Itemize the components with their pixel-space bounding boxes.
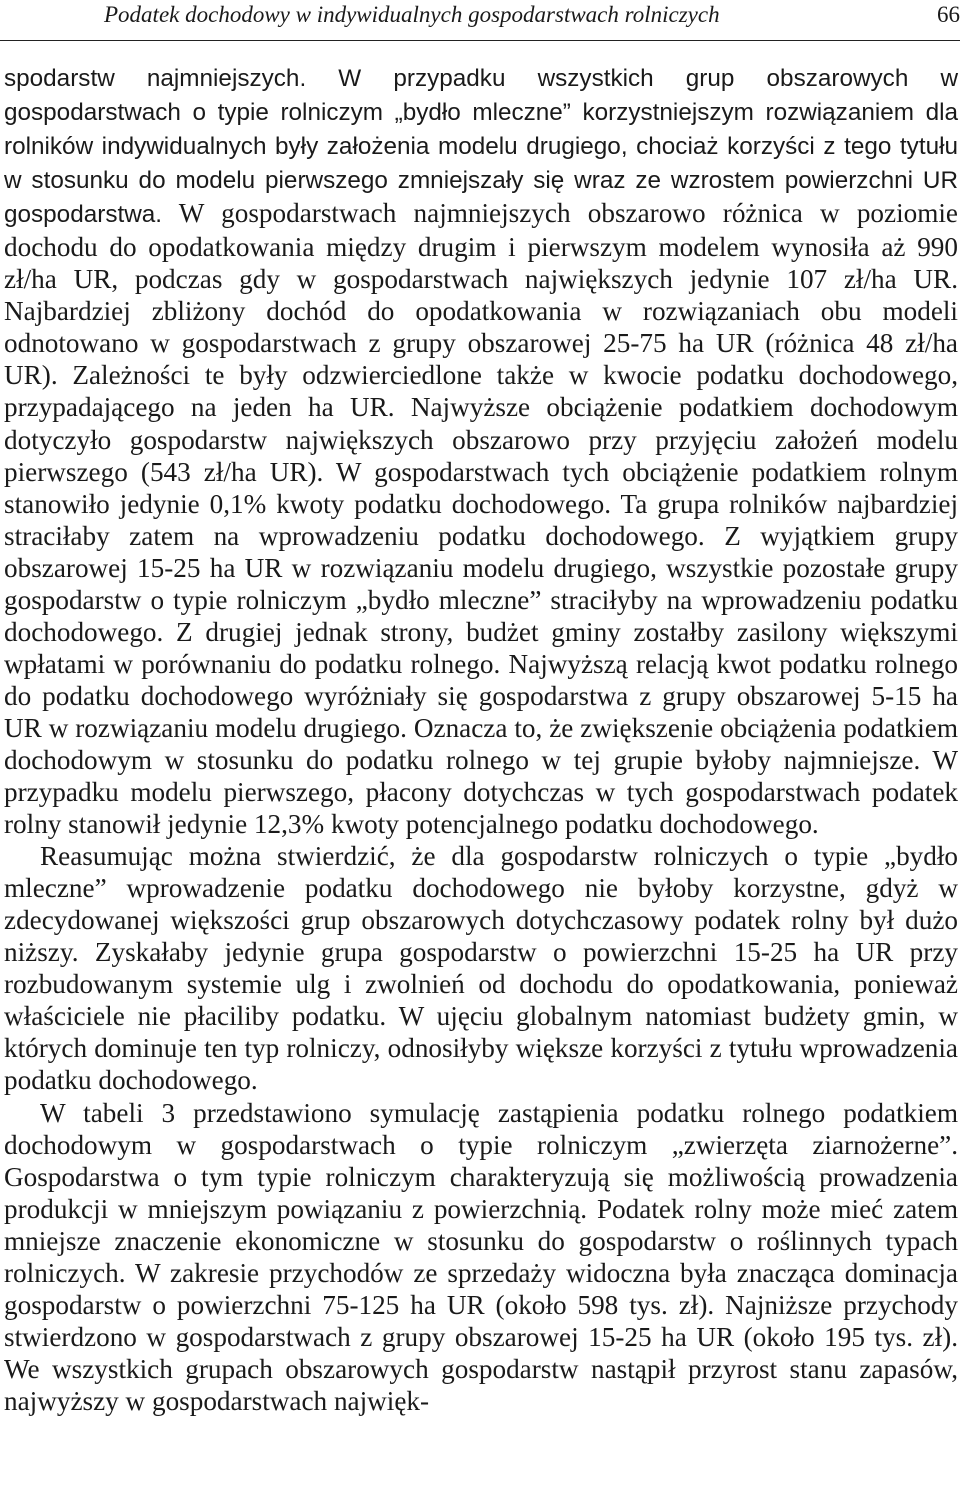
page-number: 66 bbox=[937, 2, 960, 27]
running-header bbox=[0, 0, 960, 41]
paragraph-1 bbox=[4, 61, 958, 840]
body-text bbox=[4, 61, 958, 1417]
paragraph-2: Reasumując można stwierdzić, że dla gospodarstw rolniczych o typie „bydło mleczne” wprowadzenie podatku dochodowego nie byłoby korzystne, gdyż w zdecydowanej większości grup obszarowych dotychczasowy podatek rolny był dużo niższy. Zyskałaby jedynie grupa gospodarstw o powierzchni 15-25 ha UR przy rozbudowanym systemie ulg i zwolnień od dochodu do opodatkowania, ponieważ właściciele nie płaciliby podatku. W ujęciu globalnym natomiast budżety gmin, w których dominuje ten typ rolniczy, odnosiłyby większe korzyści z tytułu wprowadzenia podatku dochodowego. bbox=[4, 841, 958, 1096]
paragraph-3: W tabeli 3 przedstawiono symulację zastąpienia podatku rolnego podatkiem dochodowym w gospodarstwach o typie rolniczym „zwierzęta ziarnożerne”. Gospodarstwa o tym typie rolniczym charakteryzują się możliwością prowadzenia produkcji w mniejszym powiązaniu z powierzchnią. Podatek rolny może mieć zatem mniejsze znaczenie ekonomiczne w stosunku do gospodarstw o roślinnych typach rolniczych. W zakresie przychodów ze sprzedaży widoczna była znacząca dominacja gospodarstw o powierzchni 75-125 ha UR (około 598 tys. zł). Najniższe przychody stwierdzono w gospodarstwach z grupy obszarowej 15-25 ha UR (około 195 tys. zł). We wszystkich grupach obszarowych gospodarstw nastąpił przyrost stanu zapasów, najwyższy w gospodarstwach najwięk- bbox=[4, 1097, 958, 1416]
running-header-title: Podatek dochodowy w indywidualnych gospodarstwach rolniczych bbox=[104, 2, 720, 27]
paragraph-1-sans-run: spodarstw najmniejszych. W przypadku wszystkich grup obszarowych w gospodarstwach o typie rolniczym „bydło mleczne” korzystniejszym rozwiązaniem dla rolników indywidualnych były założenia modelu drugiego, chociaż korzyści z tego tytułu w stosunku do modelu pierwszego zmniejszały się wraz ze wzrostem powierzchni UR gospodarstwa. bbox=[4, 65, 958, 229]
paragraph-1-serif-run: W gospodarstwach najmniejszych obszarowo różnica w poziomie dochodu do opodatkowania między drugim i pierwszym modelem wynosiła aż 990 zł/ha UR, podczas gdy w gospodarstwach największych jedynie 107 zł/ha UR. Najbardziej zbliżony dochód do opodatkowania w rozwiązaniach obu modeli odnotowano w gospodarstwach z grupy obszarowej 25-75 ha UR (różnica 48 zł/ha UR). Zależności te były odzwierciedlone także w kwocie podatku dochodowego, przypadającego na jeden ha UR. Najwyższe obciążenie podatkiem dochodowym dotyczyło gospodarstw największych obszarowo przy przyjęciu założeń modelu pierwszego (543 zł/ha UR). W gospodarstwach tych obciążenie podatkiem rolnym stanowiło jedynie 0,1% kwoty podatku dochodowego. Ta grupa rolników najbardziej straciłaby zatem na wprowadzeniu podatku dochodowego. Z wyjątkiem grupy obszarowej 15-25 ha UR w rozwiązaniu modelu drugiego, wszystkie pozostałe grupy gospodarstw o typie rolniczym „bydło mleczne” straciłyby na wprowadzeniu podatku dochodowego. Z drugiej jednak strony, budżet gminy zostałby zasilony większymi wpłatami w porównaniu do podatku rolnego. Najwyższą relacją kwot podatku rolnego do podatku dochodowego wyróżniały się gospodarstwa z grupy obszarowej 5-15 ha UR w rozwiązaniu modelu drugiego. Oznacza to, że zwiększenie obciążenia podatkiem dochodowym w stosunku do podatku rolnego w tej grupie byłoby najmniejsze. W przypadku modelu pierwszego, płacony dotychczas w tych gospodarstwach podatek rolny stanowił jedynie 12,3% kwoty potencjalnego podatku dochodowego. bbox=[4, 198, 958, 840]
